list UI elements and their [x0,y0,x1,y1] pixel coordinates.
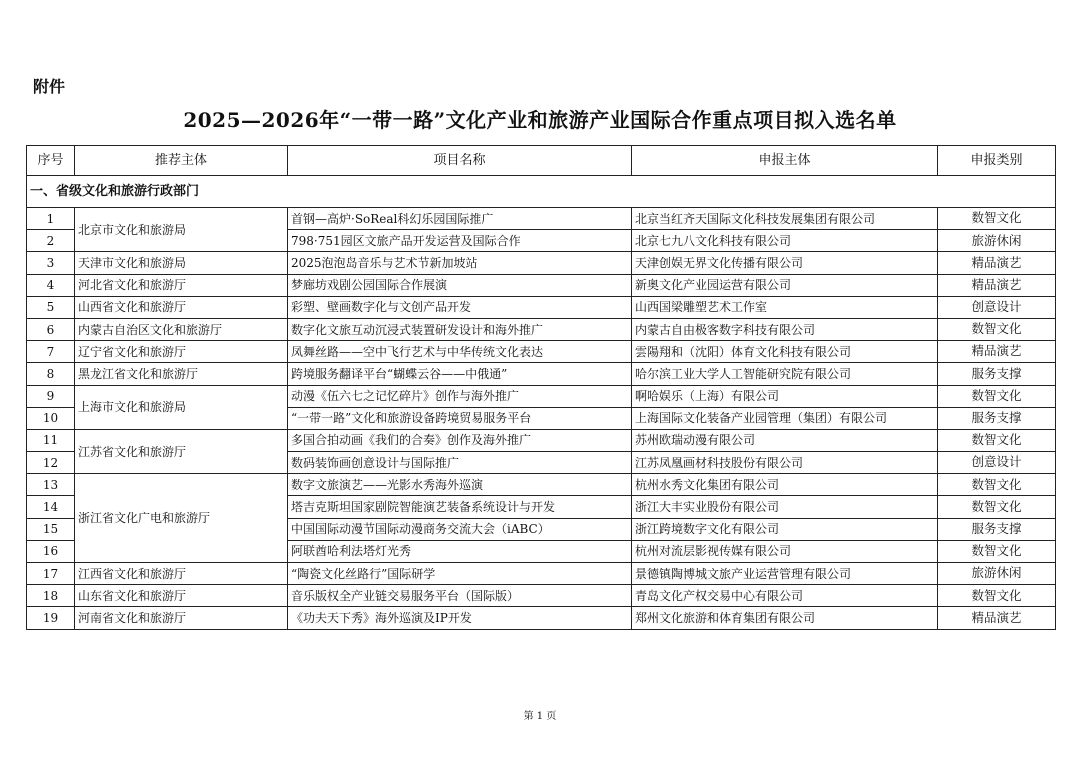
category-cell: 精品演艺 [938,607,1056,629]
category-cell: 旅游休闲 [938,563,1056,585]
recommender-cell: 辽宁省文化和旅游厅 [75,341,288,363]
category-cell: 精品演艺 [938,252,1056,274]
applicant-cell: 杭州水秀文化集团有限公司 [632,474,938,496]
table-row [27,318,1056,340]
category-cell: 创意设计 [938,296,1056,318]
page-title: 2025—2026年“一带一路”文化产业和旅游产业国际合作重点项目拟入选名单 [183,108,897,132]
header-category: 申报类别 [938,146,1056,176]
row-number: 12 [27,452,75,474]
table-row [27,252,1056,274]
category-cell: 数智文化 [938,208,1056,230]
applicant-cell: 雲陽翔和（沈阳）体育文化科技有限公司 [632,341,938,363]
project-name-cell: 塔吉克斯坦国家剧院智能演艺装备系统设计与开发 [288,496,632,518]
table-row [27,274,1056,296]
table-row [27,385,1056,407]
project-name-cell: “一带一路”文化和旅游设备跨境贸易服务平台 [288,407,632,429]
header-project: 项目名称 [288,146,632,176]
project-name-cell: 2025泡泡岛音乐与艺术节新加坡站 [288,252,632,274]
project-name-cell: 数码装饰画创意设计与国际推广 [288,452,632,474]
applicant-cell: 杭州对流层影视传媒有限公司 [632,540,938,562]
recommender-cell: 上海市文化和旅游局 [75,385,288,429]
category-cell: 数智文化 [938,385,1056,407]
applicant-cell: 青岛文化产权交易中心有限公司 [632,585,938,607]
category-cell: 精品演艺 [938,274,1056,296]
applicant-cell: 新奥文化产业园运营有限公司 [632,274,938,296]
recommender-cell: 江西省文化和旅游厅 [75,563,288,585]
applicant-cell: 哈尔滨工业大学人工智能研究院有限公司 [632,363,938,385]
applicant-cell: 北京七九八文化科技有限公司 [632,230,938,252]
project-name-cell: 阿联酋哈利法塔灯光秀 [288,540,632,562]
applicant-cell: 景德镇陶博城文旅产业运营管理有限公司 [632,563,938,585]
table-row [27,208,1056,230]
row-number: 16 [27,540,75,562]
applicant-cell: 内蒙古自由极客数字科技有限公司 [632,318,938,340]
category-cell: 数智文化 [938,540,1056,562]
category-cell: 服务支撑 [938,363,1056,385]
row-number: 8 [27,363,75,385]
applicant-cell: 浙江跨境数字文化有限公司 [632,518,938,540]
header-recommender: 推荐主体 [75,146,288,176]
category-cell: 服务支撑 [938,407,1056,429]
project-name-cell: 《功夫天下秀》海外巡演及IP开发 [288,607,632,629]
row-number: 6 [27,318,75,340]
category-cell: 数智文化 [938,318,1056,340]
row-number: 18 [27,585,75,607]
recommender-cell: 河北省文化和旅游厅 [75,274,288,296]
row-number: 2 [27,230,75,252]
row-number: 7 [27,341,75,363]
recommender-cell: 天津市文化和旅游局 [75,252,288,274]
project-table [26,145,1056,630]
attachment-label: 附件 [33,77,66,96]
table-row [27,341,1056,363]
row-number: 17 [27,563,75,585]
category-cell: 数智文化 [938,496,1056,518]
applicant-cell: 江苏凤凰画材科技股份有限公司 [632,452,938,474]
project-name-cell: 中国国际动漫节国际动漫商务交流大会（iABC） [288,518,632,540]
row-number: 4 [27,274,75,296]
table-row [27,585,1056,607]
category-cell: 数智文化 [938,585,1056,607]
row-number: 9 [27,385,75,407]
recommender-cell: 浙江省文化广电和旅游厅 [75,474,288,563]
applicant-cell: 天津创娱无界文化传播有限公司 [632,252,938,274]
project-name-cell: 音乐版权全产业链交易服务平台（国际版） [288,585,632,607]
recommender-cell: 山东省文化和旅游厅 [75,585,288,607]
applicant-cell: 上海国际文化装备产业园管理（集团）有限公司 [632,407,938,429]
header-applicant: 申报主体 [632,146,938,176]
row-number: 15 [27,518,75,540]
category-cell: 服务支撑 [938,518,1056,540]
table-row [27,607,1056,629]
table-row [27,296,1056,318]
project-name-cell: 首钢—高炉·SoReal科幻乐园国际推广 [288,208,632,230]
category-cell: 旅游休闲 [938,230,1056,252]
applicant-cell: 浙江大丰实业股份有限公司 [632,496,938,518]
project-name-cell: 动漫《伍六七之记忆碎片》创作与海外推广 [288,385,632,407]
project-name-cell: 梦廊坊戏剧公园国际合作展演 [288,274,632,296]
project-name-cell: 数字化文旅互动沉浸式装置研发设计和海外推广 [288,318,632,340]
recommender-cell: 北京市文化和旅游局 [75,208,288,252]
table-row [27,474,1056,496]
category-cell: 精品演艺 [938,341,1056,363]
project-name-cell: 彩塑、壁画数字化与文创产品开发 [288,296,632,318]
applicant-cell: 啊哈娱乐（上海）有限公司 [632,385,938,407]
project-name-cell: 798·751园区文旅产品开发运营及国际合作 [288,230,632,252]
project-name-cell: 凤舞丝路——空中飞行艺术与中华传统文化表达 [288,341,632,363]
recommender-cell: 河南省文化和旅游厅 [75,607,288,629]
table-row [27,429,1056,451]
row-number: 1 [27,208,75,230]
applicant-cell: 郑州文化旅游和体育集团有限公司 [632,607,938,629]
project-name-cell: 多国合拍动画《我们的合奏》创作及海外推广 [288,429,632,451]
category-cell: 创意设计 [938,452,1056,474]
row-number: 19 [27,607,75,629]
project-name-cell: 数字文旅演艺——光影水秀海外巡演 [288,474,632,496]
project-name-cell: “陶瓷文化丝路行”国际研学 [288,563,632,585]
recommender-cell: 黑龙江省文化和旅游厅 [75,363,288,385]
row-number: 3 [27,252,75,274]
row-number: 11 [27,429,75,451]
applicant-cell: 山西国梁雕塑艺术工作室 [632,296,938,318]
recommender-cell: 山西省文化和旅游厅 [75,296,288,318]
recommender-cell: 江苏省文化和旅游厅 [75,429,288,473]
table-row [27,563,1056,585]
section-title: 一、省级文化和旅游行政部门 [27,176,1056,208]
applicant-cell: 苏州欧瑞动漫有限公司 [632,429,938,451]
category-cell: 数智文化 [938,429,1056,451]
category-cell: 数智文化 [938,474,1056,496]
header-no: 序号 [27,146,75,176]
row-number: 13 [27,474,75,496]
table-header-row [27,146,1056,176]
row-number: 14 [27,496,75,518]
table-row [27,363,1056,385]
recommender-cell: 内蒙古自治区文化和旅游厅 [75,318,288,340]
section-row [27,176,1056,208]
applicant-cell: 北京当红齐天国际文化科技发展集团有限公司 [632,208,938,230]
project-name-cell: 跨境服务翻译平台“蝴蝶云谷——中俄通” [288,363,632,385]
row-number: 5 [27,296,75,318]
page-number: 第 1 页 [523,711,557,722]
row-number: 10 [27,407,75,429]
